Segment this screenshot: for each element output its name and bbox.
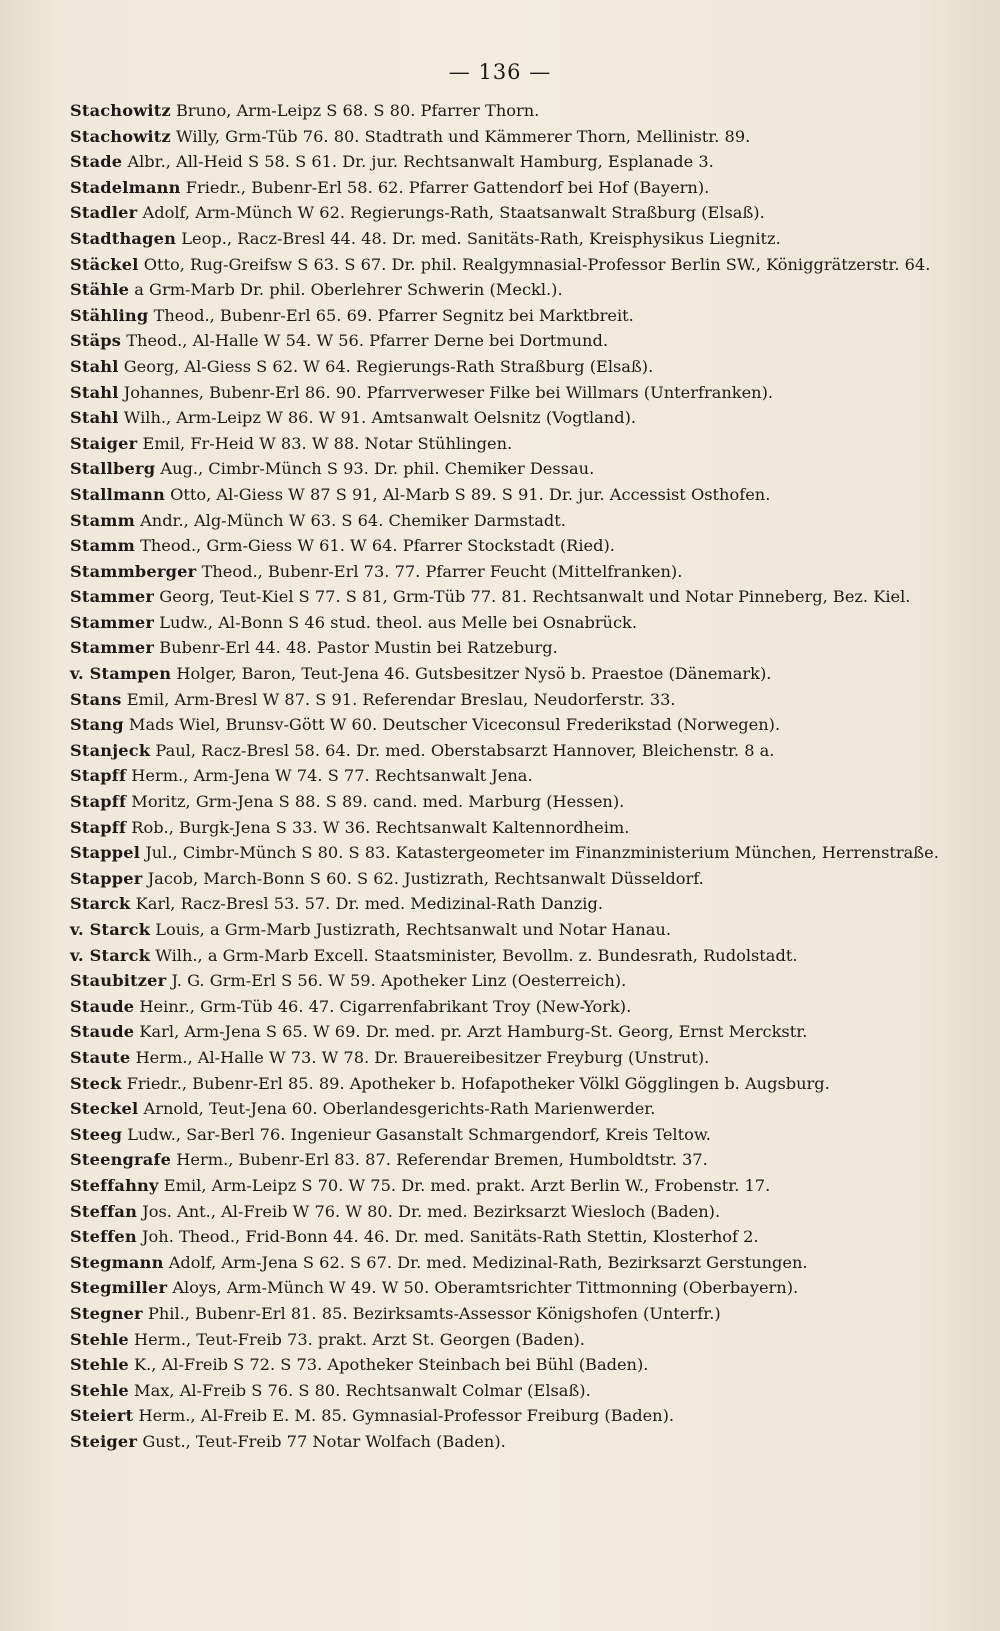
entry-name: Stähle — [70, 280, 130, 300]
entry-name: Steffahny — [70, 1175, 159, 1195]
entry-name: Steiger — [70, 1431, 138, 1451]
entry — [70, 354, 940, 380]
entry — [70, 1250, 940, 1276]
entry — [70, 1173, 940, 1199]
entry-details: Theod., Bubenr-Erl 65. 69. Pfarrer Segnitz bei Marktbreit. — [153, 305, 634, 325]
entry-details: Herm., Al-Halle W 73. W 78. Dr. Brauereibesitzer Freyburg (Unstrut). — [135, 1047, 710, 1067]
entry-details: Wilh., Arm-Leipz W 86. W 91. Amtsanwalt Oelsnitz (Vogtland). — [123, 408, 637, 428]
entry — [70, 1403, 940, 1429]
entry — [70, 866, 940, 892]
entry-name: Stadthagen — [70, 228, 177, 248]
entry-name: Stegmann — [70, 1252, 164, 1272]
entry-name: Stehle — [70, 1329, 129, 1349]
entry-details: Otto, Al-Giess W 87 S 91, Al-Marb S 89. S 91. Dr. jur. Accessist Osthofen. — [170, 484, 771, 504]
entry-name: Stallmann — [70, 484, 165, 504]
entry-name: Steck — [70, 1073, 122, 1093]
entry-details: Holger, Baron, Teut-Jena 46. Gutsbesitzer Nysö b. Praestoe (Dänemark). — [176, 664, 772, 684]
entry-details: Friedr., Bubenr-Erl 85. 89. Apotheker b. Hofapotheker Völkl Gögglingen b. Augsburg. — [126, 1073, 830, 1093]
entry-details: Herm., Bubenr-Erl 83. 87. Referendar Bremen, Humboldtstr. 37. — [176, 1150, 708, 1170]
entry-details: Gust., Teut-Freib 77 Notar Wolfach (Baden). — [142, 1431, 506, 1451]
entry-name: Stallberg — [70, 459, 156, 479]
entry — [70, 789, 940, 815]
entry — [70, 1378, 940, 1404]
entry-details: Moritz, Grm-Jena S 88. S 89. cand. med. Marburg (Hessen). — [131, 792, 625, 812]
entry — [70, 226, 940, 252]
entry — [70, 1429, 940, 1455]
entry-details: Phil., Bubenr-Erl 81. 85. Bezirksamts-Assessor Königshofen (Unterfr.) — [147, 1303, 721, 1323]
entry-name: Staude — [70, 1022, 135, 1042]
entry-details: Karl, Racz-Bresl 53. 57. Dr. med. Medizinal-Rath Danzig. — [135, 894, 603, 914]
entry-details: Joh. Theod., Frid-Bonn 44. 46. Dr. med. Sanitäts-Rath Stettin, Klosterhof 2. — [142, 1227, 759, 1247]
entry-name: Stans — [70, 689, 122, 709]
entry-name: Staude — [70, 996, 135, 1016]
entry-details: Albr., All-Heid S 58. S 61. Dr. jur. Rechtsanwalt Hamburg, Esplanade 3. — [127, 152, 714, 172]
entry-details: Arnold, Teut-Jena 60. Oberlandesgerichts-Rath Marienwerder. — [143, 1099, 656, 1119]
entry-details: Aug., Cimbr-Münch S 93. Dr. phil. Chemiker Dessau. — [160, 459, 595, 479]
entry-name: Starck — [70, 894, 131, 914]
entry-name: Steffen — [70, 1227, 137, 1247]
entry — [70, 508, 940, 534]
entry-name: Stahl — [70, 356, 119, 376]
entry-details: Ludw., Sar-Berl 76. Ingenieur Gasanstalt Schmargendorf, Kreis Teltow. — [127, 1124, 711, 1144]
entry — [70, 1199, 940, 1225]
entry — [70, 815, 940, 841]
entry — [70, 1275, 940, 1301]
entry-name: Stamm — [70, 510, 135, 530]
entry — [70, 431, 940, 457]
entry-name: Steffan — [70, 1201, 138, 1221]
entry-name: Steckel — [70, 1099, 139, 1119]
entry-name: Stähling — [70, 305, 149, 325]
entry — [70, 405, 940, 431]
entry-name: v. Starck — [70, 945, 151, 965]
entry-details: Jos. Ant., Al-Freib W 76. W 80. Dr. med. Bezirksarzt Wiesloch (Baden). — [142, 1201, 721, 1221]
entry-details: Bruno, Arm-Leipz S 68. S 80. Pfarrer Thorn. — [176, 101, 540, 120]
entry — [70, 712, 940, 738]
entry-name: v. Starck — [70, 920, 151, 939]
entry-name: v. Stampen — [70, 664, 172, 684]
entry-name: Stapff — [70, 817, 127, 837]
entry-name: Stammberger — [70, 561, 197, 581]
entry-name: Stäckel — [70, 254, 139, 274]
entry-name: Stapff — [70, 792, 127, 812]
entry-details: J. G. Grm-Erl S 56. W 59. Apotheker Linz (Oesterreich). — [171, 971, 627, 991]
entry — [70, 610, 940, 636]
entry-details: Theod., Bubenr-Erl 73. 77. Pfarrer Feucht (Mittelfranken). — [201, 561, 683, 581]
entry-name: Steiert — [70, 1406, 134, 1426]
entry-name: Stammer — [70, 587, 155, 607]
entry — [70, 1019, 940, 1045]
entry — [70, 200, 940, 226]
entry-name: Stang — [70, 715, 124, 735]
entry-details: Emil, Arm-Leipz S 70. W 75. Dr. med. prakt. Arzt Berlin W., Frobenstr. 17. — [163, 1175, 771, 1195]
entry-list — [70, 98, 940, 1454]
entry-details: Adolf, Arm-Münch W 62. Regierungs-Rath, Staatsanwalt Straßburg (Elsaß). — [142, 203, 765, 223]
entry — [70, 1122, 940, 1148]
entry — [70, 149, 940, 175]
entry — [70, 1147, 940, 1173]
entry-name: Stegner — [70, 1303, 143, 1323]
entry-details: Georg, Al-Giess S 62. W 64. Regierungs-Rath Straßburg (Elsaß). — [123, 356, 654, 376]
entry — [70, 303, 940, 329]
entry-details: Heinr., Grm-Tüb 46. 47. Cigarrenfabrikant Troy (New-York). — [139, 996, 632, 1016]
entry — [70, 891, 940, 917]
entry — [70, 328, 940, 354]
entry — [70, 1352, 940, 1378]
entry — [70, 482, 940, 508]
entry-details: Emil, Fr-Heid W 83. W 88. Notar Stühlingen. — [142, 433, 513, 453]
entry-name: Stachowitz — [70, 101, 171, 120]
entry-details: Karl, Arm-Jena S 65. W 69. Dr. med. pr. Arzt Hamburg-St. Georg, Ernst Merckstr. — [139, 1022, 808, 1042]
entry-details: Bubenr-Erl 44. 48. Pastor Mustin bei Ratzeburg. — [159, 638, 558, 658]
entry-details: Herm., Arm-Jena W 74. S 77. Rechtsanwalt Jena. — [131, 766, 533, 786]
entry-name: Stammer — [70, 638, 155, 658]
entry-name: Stamm — [70, 536, 135, 556]
entry — [70, 559, 940, 585]
entry-name: Stade — [70, 152, 123, 172]
entry-name: Stadelmann — [70, 177, 181, 197]
entry — [70, 380, 940, 406]
entry — [70, 584, 940, 610]
entry — [70, 1045, 940, 1071]
entry-name: Stehle — [70, 1355, 129, 1375]
entry-name: Stapff — [70, 766, 127, 786]
entry-details: a Grm-Marb Dr. phil. Oberlehrer Schwerin (Meckl.). — [134, 280, 563, 300]
entry — [70, 175, 940, 201]
entry-details: Johannes, Bubenr-Erl 86. 90. Pfarrverweser Filke bei Willmars (Unterfranken). — [123, 382, 774, 402]
entry — [70, 124, 940, 150]
entry — [70, 738, 940, 764]
entry — [70, 1224, 940, 1250]
entry — [70, 840, 940, 866]
entry — [70, 661, 940, 687]
entry-name: Stadler — [70, 203, 138, 223]
entry-name: Stäps — [70, 331, 122, 351]
entry — [70, 456, 940, 482]
entry — [70, 968, 940, 994]
entry-name: Stahl — [70, 382, 119, 402]
entry-details: Rob., Burgk-Jena S 33. W 36. Rechtsanwalt Kaltennordheim. — [131, 817, 630, 837]
entry — [70, 1327, 940, 1353]
entry-details: Herm., Al-Freib E. M. 85. Gymnasial-Professor Freiburg (Baden). — [138, 1406, 675, 1426]
entry-name: Stanjeck — [70, 740, 151, 760]
entry — [70, 533, 940, 559]
entry-details: Leop., Racz-Bresl 44. 48. Dr. med. Sanitäts-Rath, Kreisphysikus Liegnitz. — [181, 228, 781, 248]
entry — [70, 1096, 940, 1122]
entry — [70, 252, 940, 278]
entry-details: Louis, a Grm-Marb Justizrath, Rechtsanwalt und Notar Hanau. — [155, 920, 671, 939]
entry-name: Stachowitz — [70, 126, 171, 146]
entry — [70, 98, 940, 124]
entry-details: Emil, Arm-Bresl W 87. S 91. Referendar Breslau, Neudorferstr. 33. — [126, 689, 676, 709]
entry-details: Wilh., a Grm-Marb Excell. Staatsminister, Bevollm. z. Bundesrath, Rudolstadt. — [155, 945, 798, 965]
entry-details: Jacob, March-Bonn S 60. S 62. Justizrath, Rechtsanwalt Düsseldorf. — [147, 868, 704, 888]
entry-name: Staubitzer — [70, 971, 167, 991]
entry-details: Theod., Al-Halle W 54. W 56. Pfarrer Derne bei Dortmund. — [126, 331, 608, 351]
page-number: — 136 — — [448, 60, 552, 84]
entry-details: Adolf, Arm-Jena S 62. S 67. Dr. med. Medizinal-Rath, Bezirksarzt Gerstungen. — [168, 1252, 808, 1272]
entry-details: Mads Wiel, Brunsv-Gött W 60. Deutscher Viceconsul Frederikstad (Norwegen). — [128, 715, 781, 735]
entry — [70, 635, 940, 661]
entry-name: Staiger — [70, 433, 138, 453]
entry-name: Stahl — [70, 408, 119, 428]
entry-name: Steengrafe — [70, 1150, 172, 1170]
entry-name: Staute — [70, 1047, 131, 1067]
entry-details: Otto, Rug-Greifsw S 63. S 67. Dr. phil. Realgymnasial-Professor Berlin SW., Königgrätzerstr. 64. — [143, 254, 931, 274]
entry — [70, 687, 940, 713]
entry-name: Stapper — [70, 868, 143, 888]
entry — [70, 1301, 940, 1327]
entry — [70, 1071, 940, 1097]
entry-details: Georg, Teut-Kiel S 77. S 81, Grm-Tüb 77. 81. Rechtsanwalt und Notar Pinneberg, Bez. Kiel. — [159, 587, 911, 607]
entry — [70, 277, 940, 303]
entry-details: Theod., Grm-Giess W 61. W 64. Pfarrer Stockstadt (Ried). — [140, 536, 615, 556]
entry — [70, 943, 940, 969]
entry-name: Stappel — [70, 843, 141, 863]
entry-details: K., Al-Freib S 72. S 73. Apotheker Steinbach bei Bühl (Baden). — [134, 1355, 649, 1375]
entry-name: Steeg — [70, 1124, 123, 1144]
entry-name: Stegmiller — [70, 1278, 168, 1298]
entry-details: Ludw., Al-Bonn S 46 stud. theol. aus Melle bei Osnabrück. — [159, 612, 638, 632]
entry-name: Stammer — [70, 612, 155, 632]
entry — [70, 763, 940, 789]
entry — [70, 994, 940, 1020]
entry-details: Paul, Racz-Bresl 58. 64. Dr. med. Oberstabsarzt Hannover, Bleichenstr. 8 a. — [155, 740, 775, 760]
entry-name: Stehle — [70, 1380, 129, 1400]
entry-details: Andr., Alg-Münch W 63. S 64. Chemiker Darmstadt. — [140, 510, 566, 530]
entry-details: Max, Al-Freib S 76. S 80. Rechtsanwalt Colmar (Elsaß). — [134, 1380, 591, 1400]
entry — [70, 917, 940, 943]
entry-details: Aloys, Arm-Münch W 49. W 50. Oberamtsrichter Tittmonning (Oberbayern). — [172, 1278, 799, 1298]
entry-details: Jul., Cimbr-Münch S 80. S 83. Katastergeometer im Finanzministerium München, Herrenstraße. — [145, 843, 939, 863]
entry-details: Willy, Grm-Tüb 76. 80. Stadtrath und Kämmerer Thorn, Mellinistr. 89. — [176, 126, 751, 146]
entry-details: Herm., Teut-Freib 73. prakt. Arzt St. Georgen (Baden). — [134, 1329, 585, 1349]
entry-details: Friedr., Bubenr-Erl 58. 62. Pfarrer Gattendorf bei Hof (Bayern). — [185, 177, 710, 197]
